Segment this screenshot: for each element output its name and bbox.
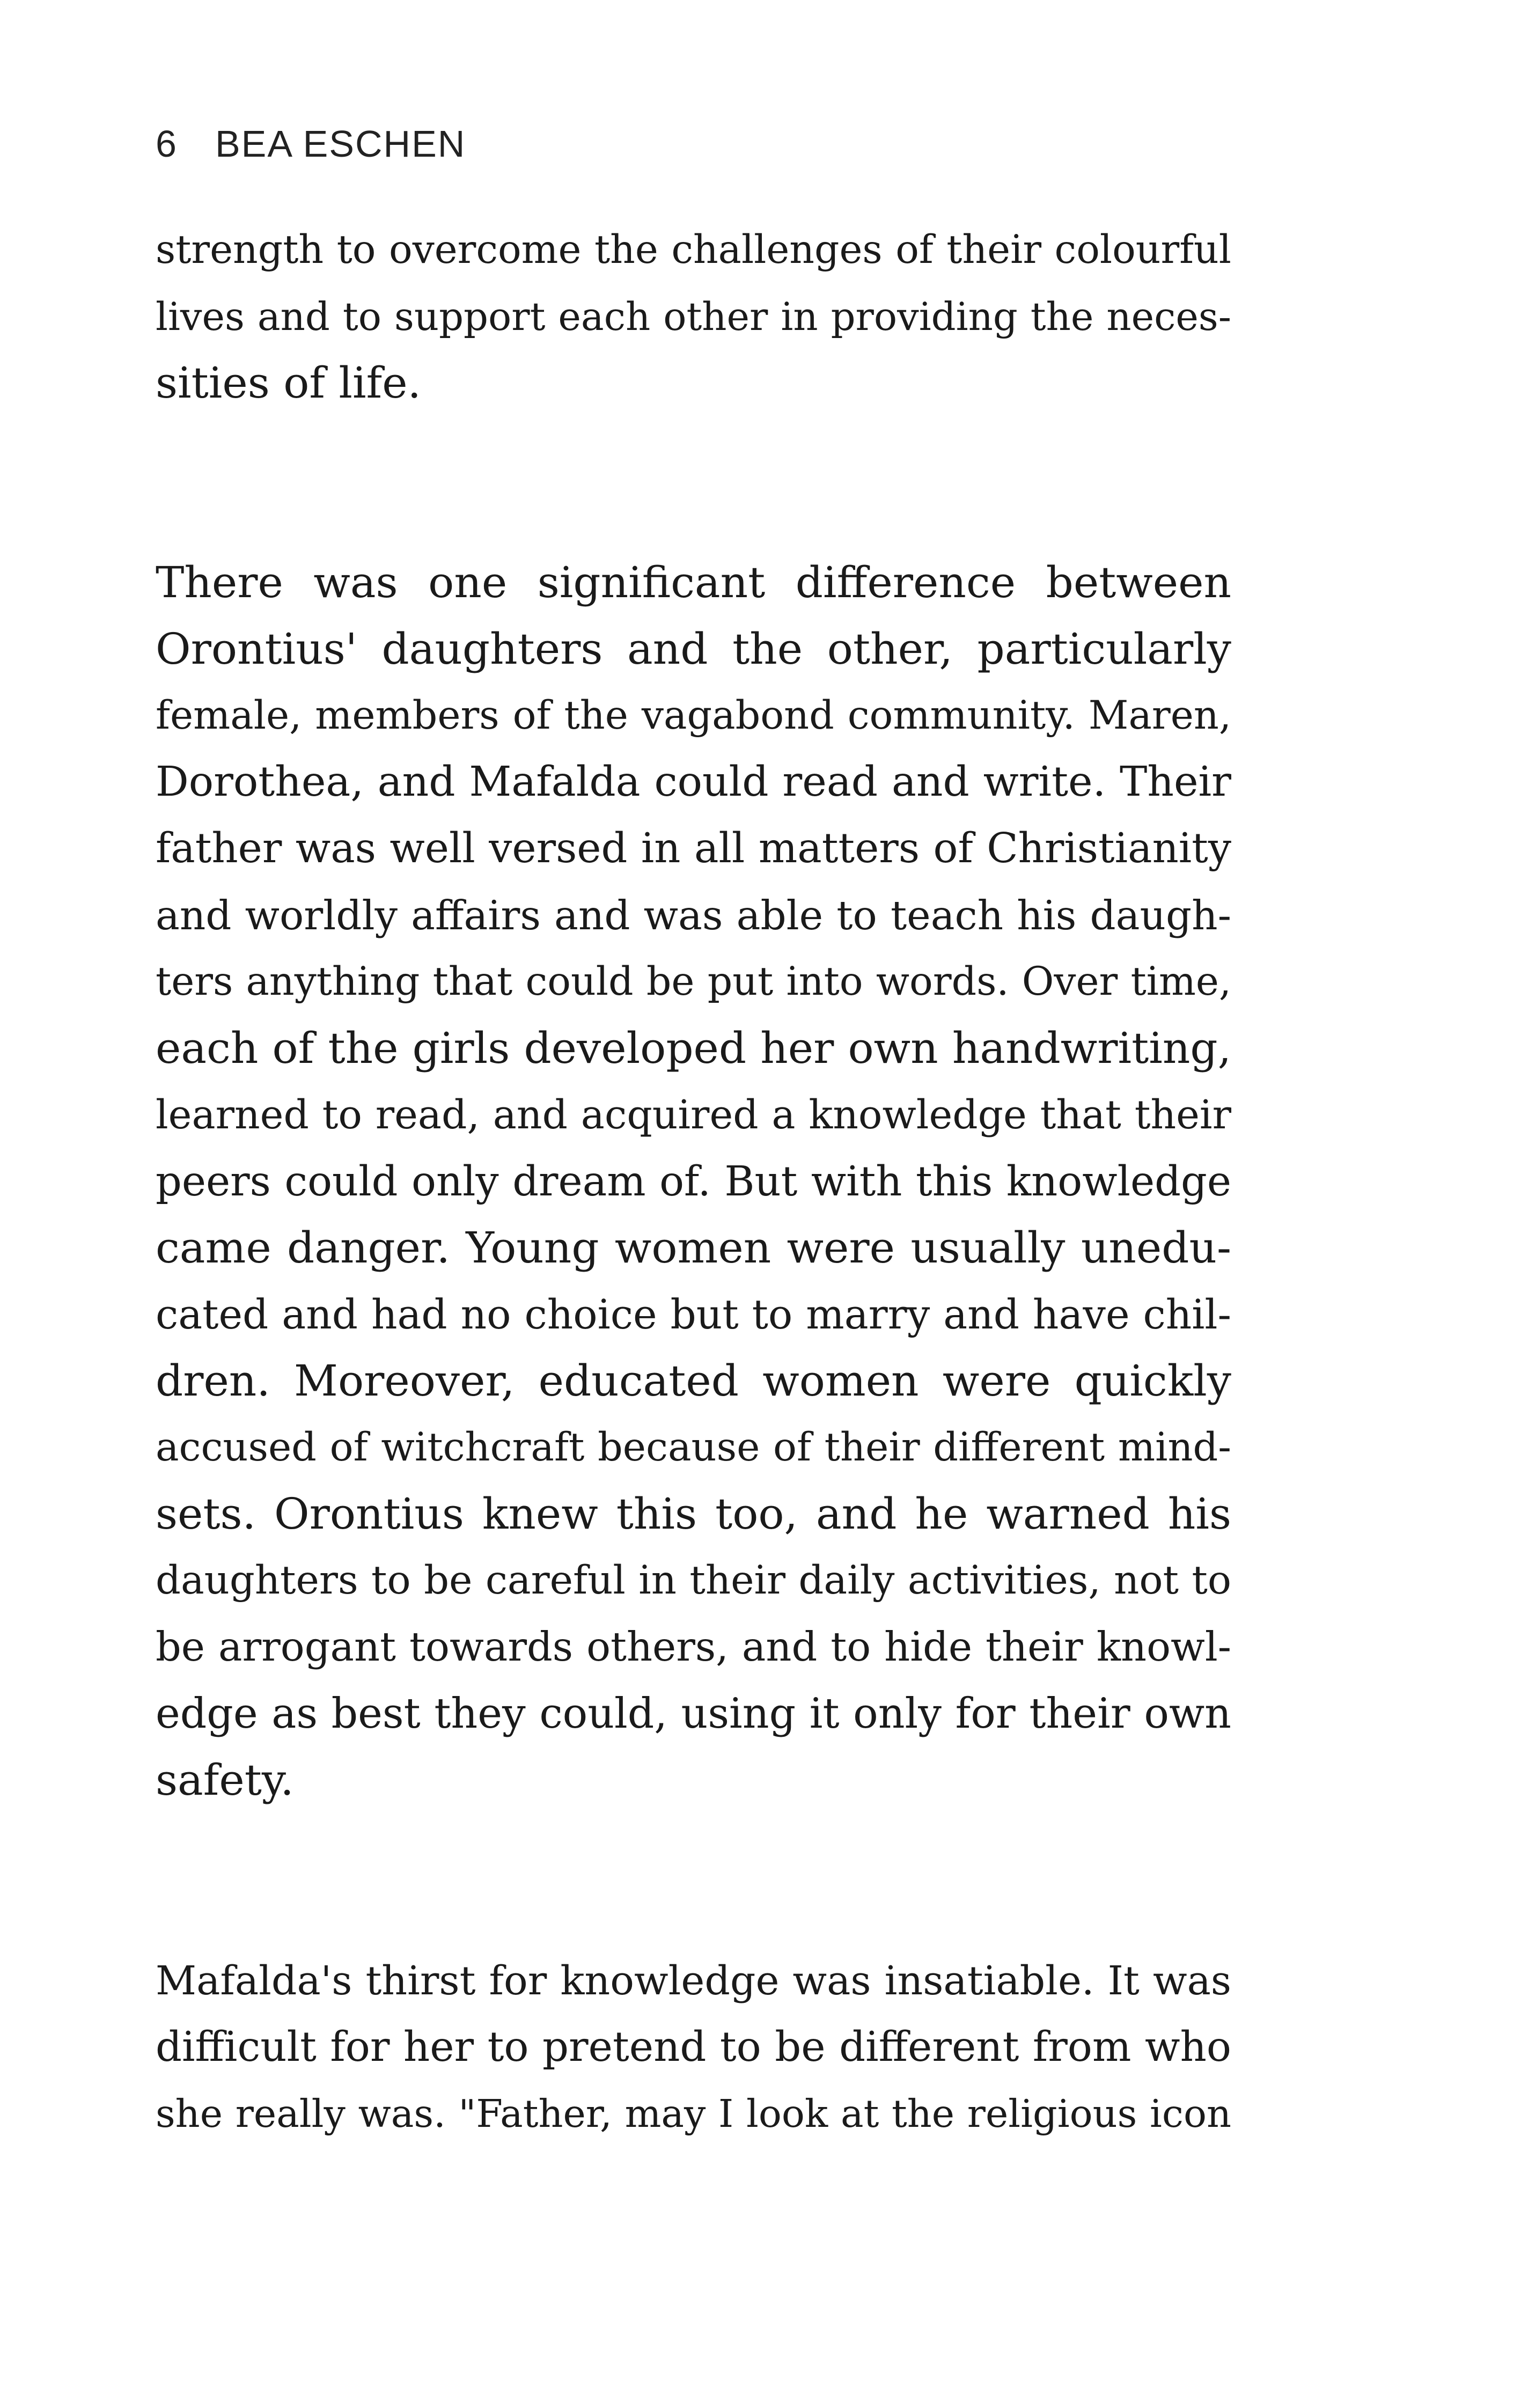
text-line: There was one significant difference between xyxy=(156,557,1231,607)
text-line: sets. Orontius knew this too, and he warned his xyxy=(156,1489,1231,1539)
text-line: father was well versed in all matters of Christianity xyxy=(156,825,1231,872)
text-line: Mafalda's thirst for knowledge was insatiable. It was xyxy=(156,1957,1231,2004)
running-header xyxy=(156,122,466,165)
text-line: learned to read, and acquired a knowledge that their xyxy=(156,1092,1231,1138)
text-line: cated and had no choice but to marry and have chil- xyxy=(156,1291,1231,1338)
text-line: strength to overcome the challenges of their colourful xyxy=(156,227,1231,273)
paragraph-3 xyxy=(156,1948,1231,2147)
text-line: daughters to be careful in their daily activities, not to xyxy=(156,1558,1231,1603)
text-line: dren. Moreover, educated women were quickly xyxy=(156,1356,1231,1406)
text-line: each of the girls developed her own handwriting, xyxy=(156,1023,1231,1073)
text-line: difficult for her to pretend to be different from who xyxy=(156,2023,1231,2071)
text-line: be arrogant towards others, and to hide their knowl- xyxy=(156,1624,1231,1670)
text-line: edge as best they could, using it only for their own xyxy=(156,1690,1231,1738)
paragraph-1 xyxy=(156,217,1231,416)
text-line: sities of life. xyxy=(156,358,421,408)
text-line: and worldly affairs and was able to teach his daugh- xyxy=(156,892,1231,939)
text-line: Orontius' daughters and the other, particularly xyxy=(156,624,1231,674)
text-line: peers could only dream of. But with this knowledge xyxy=(156,1157,1231,1205)
text-line: came danger. Young women were usually unedu- xyxy=(156,1223,1231,1273)
text-line: accused of witchcraft because of their different mind- xyxy=(156,1425,1231,1470)
text-line: female, members of the vagabond community. Maren, xyxy=(156,693,1231,738)
text-line: Dorothea, and Mafalda could read and write. Their xyxy=(156,758,1231,806)
text-line: ters anything that could be put into words. Over time, xyxy=(156,959,1231,1004)
running-title: BEA ESCHEN xyxy=(215,123,466,165)
paragraph-2 xyxy=(156,549,1231,1814)
text-line: lives and to support each other in providing the neces- xyxy=(156,294,1231,339)
page-number: 6 xyxy=(156,123,178,165)
text-line: she really was. "Father, may I look at the religious icon xyxy=(156,2091,1231,2136)
text-line: safety. xyxy=(156,1755,294,1805)
